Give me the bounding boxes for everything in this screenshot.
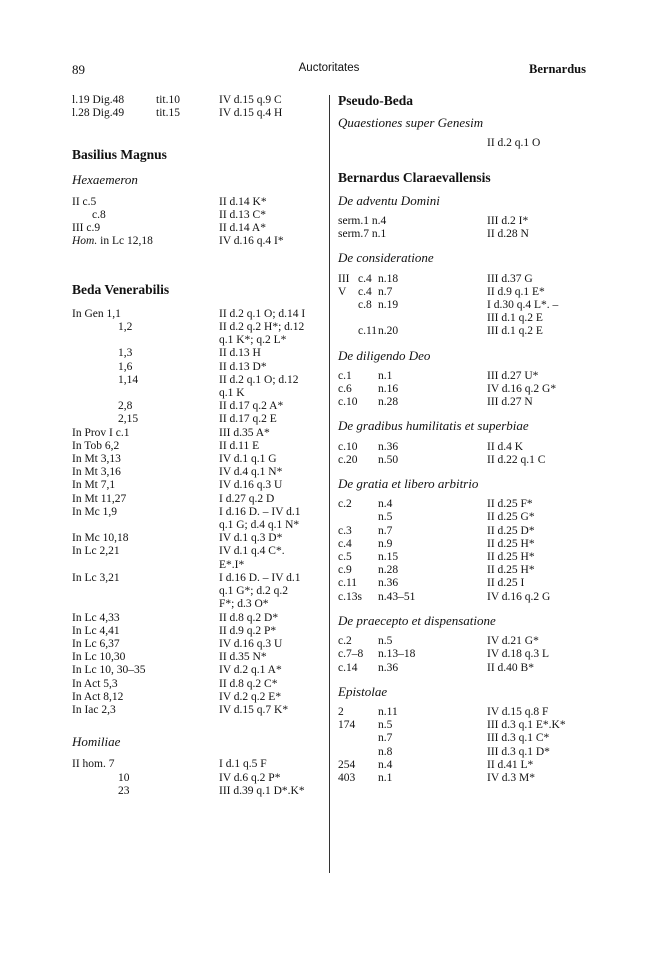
- index-entry: [338, 564, 588, 577]
- locus: 254: [338, 758, 356, 771]
- sentence-reference: II d.22 q.1 C: [487, 453, 546, 466]
- locus: c.20: [338, 453, 358, 466]
- locus: In Tob 6,2: [72, 439, 120, 452]
- spacer: [72, 186, 322, 196]
- index-entry: [72, 222, 322, 235]
- running-title-center: Auctoritates: [298, 62, 360, 74]
- locus: c.11: [338, 577, 358, 590]
- sentence-reference: II d.2 q.1 O; d.12: [219, 373, 299, 386]
- sub-locus: n.11: [378, 705, 398, 718]
- sub-locus: n.16: [378, 383, 399, 396]
- sub-locus: 10: [118, 771, 130, 784]
- locus: c.10: [338, 440, 358, 453]
- sentence-reference: IV d.15 q.4 H: [219, 107, 283, 120]
- locus: In Lc 4,33: [72, 611, 120, 624]
- sentence-reference: I d.27 q.2 D: [219, 492, 275, 505]
- sentence-reference: III d.39 q.1 D*.K*: [219, 784, 305, 797]
- sentence-reference: IV d.16 q.2 G: [487, 590, 551, 603]
- sub-locus: n.36: [378, 577, 399, 590]
- index-entry: [338, 299, 588, 312]
- index-entry: [72, 493, 322, 506]
- column-divider: [329, 95, 330, 873]
- index-entry: [338, 273, 588, 286]
- sentence-reference: II d.28 N: [487, 228, 529, 241]
- sub-locus: 23: [118, 784, 130, 797]
- index-entry: [338, 706, 588, 719]
- sentence-reference: IV d.16 q.4 I*: [219, 235, 284, 248]
- index-entry: [72, 94, 322, 107]
- sentence-reference: II d.41 L*: [487, 758, 534, 771]
- index-entry: [338, 525, 588, 538]
- sentence-reference: IV d.18 q.3 L: [487, 648, 550, 661]
- locus: In Mt 11,27: [72, 492, 127, 505]
- spacer: [338, 207, 588, 215]
- sentence-reference: II d.11 E: [219, 439, 260, 452]
- index-entry: [72, 678, 322, 691]
- index-entry: [72, 334, 322, 347]
- locus: l.28 Dig.49: [72, 107, 125, 120]
- index-entry: [72, 532, 322, 545]
- sentence-reference: III d.1 q.2 E: [487, 325, 543, 338]
- locus: c.3: [338, 524, 352, 537]
- locus: II hom. 7: [72, 758, 115, 771]
- sentence-reference: II d.2 q.1 O; d.14 I: [219, 307, 306, 320]
- locus: In Act 5,3: [72, 677, 118, 690]
- work-heading: De gradibus humilitatis et superbiae: [338, 418, 529, 434]
- sentence-reference: II d.13 H: [219, 347, 261, 360]
- locus: In Gen 1,1: [72, 307, 121, 320]
- sentence-reference: III d.3 q.1 C*: [487, 732, 550, 745]
- index-entry: [338, 137, 588, 150]
- sentence-reference: II d.13 D*: [219, 360, 267, 373]
- locus: III: [338, 272, 350, 285]
- sub-locus: n.7: [378, 524, 393, 537]
- locus: In Lc 2,21: [72, 545, 120, 558]
- sentence-reference: IV d.2 q.1 A*: [219, 664, 282, 677]
- index-entry: [338, 312, 588, 325]
- index-entry: [72, 559, 322, 572]
- spacer: [338, 698, 588, 706]
- locus: In Prov I c.1: [72, 426, 130, 439]
- index-entry: [72, 347, 322, 360]
- sub-locus: 2,8: [118, 400, 133, 413]
- sub-locus: 1,3: [118, 347, 133, 360]
- sub-locus: n.19: [378, 299, 399, 312]
- spacer: [338, 627, 588, 635]
- sentence-reference: IV d.1 q.1 G: [219, 453, 277, 466]
- sub-locus: n.5: [378, 511, 393, 524]
- index-entry: [72, 585, 322, 598]
- index-entry: [338, 498, 588, 511]
- locus: c.8: [92, 209, 106, 222]
- sub-locus: n.7: [378, 732, 393, 745]
- index-entry: [338, 591, 588, 604]
- locus: c.6: [338, 383, 352, 396]
- index-entry: [72, 664, 322, 677]
- sentence-reference: IV d.1 q.4 C*.: [219, 545, 285, 558]
- index-entry: [72, 466, 322, 479]
- sentence-reference: IV d.15 q.8 F: [487, 705, 549, 718]
- index-entry: [338, 511, 588, 524]
- sentence-reference: IV d.4 q.1 N*: [219, 466, 283, 479]
- locus: c.5: [338, 551, 352, 564]
- index-entry: [72, 638, 322, 651]
- chapter: c.4: [358, 272, 372, 285]
- index-entry: [338, 325, 588, 338]
- chapter: c.11: [358, 325, 378, 338]
- chapter: c.8: [358, 299, 372, 312]
- right-column: [338, 94, 588, 785]
- sentence-reference: II d.25 G*: [487, 511, 535, 524]
- sub-locus: n.9: [378, 537, 393, 550]
- sentence-reference: II d.4 K: [487, 440, 524, 453]
- sentence-reference: II d.25 F*: [487, 498, 533, 511]
- index-entry: [338, 383, 588, 396]
- sentence-reference: IV d.15 q.7 K*: [219, 703, 289, 716]
- work-heading: De gratia et libero arbitrio: [338, 476, 479, 492]
- spacer: [72, 162, 322, 173]
- locus: c.1: [338, 369, 352, 382]
- index-entry: [72, 479, 322, 492]
- work-heading: De adventu Domini: [338, 192, 440, 208]
- sentence-reference: IV d.1 q.3 D*: [219, 532, 283, 545]
- sentence-reference: IV d.16 q.2 G*: [487, 383, 557, 396]
- index-entry: [338, 648, 588, 661]
- sentence-reference: III d.27 U*: [487, 369, 539, 382]
- index-entry: [72, 235, 322, 248]
- locus: In Lc 4,41: [72, 624, 120, 637]
- index-entry: [72, 691, 322, 704]
- index-entry: [72, 440, 322, 453]
- sub-locus: tit.15: [156, 107, 180, 120]
- index-entry: [338, 662, 588, 675]
- spacer: [72, 249, 322, 283]
- chapter: c.4: [358, 285, 372, 298]
- sentence-reference: IV d.2 q.2 E*: [219, 690, 282, 703]
- index-entry: [338, 772, 588, 785]
- spacer: [338, 362, 588, 370]
- sub-locus: n.1: [378, 369, 393, 382]
- index-entry: [72, 453, 322, 466]
- sub-locus: n.20: [378, 325, 399, 338]
- sentence-reference: II d.40 B*: [487, 661, 534, 674]
- sub-locus: n.28: [378, 396, 399, 409]
- index-entry: [72, 625, 322, 638]
- sentence-reference: II d.9 q.1 E*: [487, 285, 545, 298]
- index-entry: [338, 759, 588, 772]
- sub-locus: n.4: [378, 498, 393, 511]
- index-entry: [72, 321, 322, 334]
- left-column: [72, 94, 322, 798]
- sentence-reference: II d.13 C*: [219, 209, 266, 222]
- sub-locus: n.5: [378, 719, 393, 732]
- locus: serm.7 n.1: [338, 228, 387, 241]
- spacer: [72, 296, 322, 308]
- sentence-reference: IV d.16 q.3 U: [219, 479, 283, 492]
- sentence-reference: II d.9 q.2 P*: [219, 624, 277, 637]
- sentence-reference: I d.30 q.4 L*. –: [487, 299, 559, 312]
- locus: V: [338, 285, 347, 298]
- sentence-reference: II d.25 H*: [487, 537, 535, 550]
- sentence-reference: II d.25 D*: [487, 524, 535, 537]
- index-entry: [72, 427, 322, 440]
- author-heading: Beda Venerabilis: [72, 281, 170, 297]
- locus: c.9: [338, 564, 352, 577]
- locus: In Iac 2,3: [72, 703, 116, 716]
- index-entry: [72, 704, 322, 717]
- sub-locus: 2,15: [118, 413, 139, 426]
- index-entry: [72, 612, 322, 625]
- index-entry: [72, 758, 322, 771]
- sub-locus: n.18: [378, 272, 399, 285]
- sub-locus: n.13–18: [378, 648, 416, 661]
- sentence-reference: II d.14 A*: [219, 222, 266, 235]
- sub-locus: n.4: [378, 758, 393, 771]
- spacer: [338, 490, 588, 498]
- sentence-reference: II d.17 q.2 E: [219, 413, 277, 426]
- sentence-reference: II d.2 q.1 O: [487, 137, 541, 150]
- index-entry: [72, 308, 322, 321]
- sentence-reference: IV d.3 M*: [487, 771, 536, 784]
- author-heading: Basilius Magnus: [72, 147, 167, 163]
- index-entry: [338, 732, 588, 745]
- sentence-reference: III d.35 A*: [219, 426, 270, 439]
- sub-locus: n.36: [378, 440, 399, 453]
- locus: In Mt 3,13: [72, 453, 121, 466]
- spacer: [338, 433, 588, 441]
- author-heading: Pseudo-Beda: [338, 93, 414, 108]
- locus: In Lc 6,37: [72, 637, 120, 650]
- sentence-reference: III d.3 q.1 D*: [487, 745, 550, 758]
- locus: 403: [338, 771, 356, 784]
- sentence-reference: III d.37 G: [487, 272, 533, 285]
- index-entry: [72, 572, 322, 585]
- sentence-reference: IV d.6 q.2 P*: [219, 771, 281, 784]
- sub-locus: 1,14: [118, 373, 139, 386]
- sentence-reference: q.1 G; d.4 q.1 N*: [219, 519, 300, 532]
- sentence-reference: I d.16 D. – IV d.1: [219, 505, 301, 518]
- sentence-reference: II d.2 q.2 H*; d.12: [219, 321, 305, 334]
- locus: In Mt 3,16: [72, 466, 121, 479]
- sentence-reference: q.1 G*; d.2 q.2: [219, 585, 288, 598]
- index-entry: [72, 374, 322, 387]
- index-entry: [72, 772, 322, 785]
- sentence-reference: II d.25 I: [487, 577, 525, 590]
- index-entry: [72, 361, 322, 374]
- spacer: [338, 151, 588, 171]
- index-entry: [338, 719, 588, 732]
- index-entry: [72, 785, 322, 798]
- sub-locus: n.15: [378, 551, 399, 564]
- locus: c.10: [338, 396, 358, 409]
- work-heading: De praecepto et dispensatione: [338, 612, 496, 628]
- sub-locus: n.8: [378, 745, 393, 758]
- sentence-reference: II d.8 q.2 D*: [219, 611, 279, 624]
- sentence-reference: I d.1 q.5 F: [219, 758, 267, 771]
- locus: In Mc 10,18: [72, 532, 129, 545]
- index-entry: [338, 396, 588, 409]
- locus: 2: [338, 705, 344, 718]
- sentence-reference: III d.3 q.1 E*.K*: [487, 719, 566, 732]
- index-entry: [72, 387, 322, 400]
- index-entry: [338, 577, 588, 590]
- locus: c.2: [338, 635, 352, 648]
- locus: In Mt 7,1: [72, 479, 116, 492]
- sub-locus: n.5: [378, 635, 393, 648]
- sentence-reference: F*; d.3 O*: [219, 598, 269, 611]
- locus: In Mc 1,9: [72, 505, 118, 518]
- locus-abbrev: Hom.: [72, 235, 98, 248]
- sub-locus: tit.10: [156, 94, 180, 106]
- sentence-reference: III d.1 q.2 E: [487, 312, 543, 325]
- index-entry: [72, 545, 322, 558]
- sentence-reference: IV d.15 q.9 C: [219, 94, 282, 106]
- index-entry: [338, 228, 588, 241]
- sub-locus: n.50: [378, 453, 399, 466]
- index-entry: [72, 506, 322, 519]
- sub-locus: 1,2: [118, 321, 133, 334]
- index-entry: [72, 651, 322, 664]
- locus: c.2: [338, 498, 352, 511]
- spacer: [72, 120, 322, 148]
- running-title-right: Bernardus: [529, 62, 586, 76]
- index-entry: [72, 598, 322, 611]
- sentence-reference: III d.27 N: [487, 396, 533, 409]
- sentence-reference: II d.35 N*: [219, 651, 267, 664]
- work-heading: Epistolae: [338, 683, 388, 699]
- index-entry: [72, 209, 322, 222]
- sentence-reference: II d.25 H*: [487, 564, 535, 577]
- index-entry: [338, 746, 588, 759]
- locus: l.19 Dig.48: [72, 94, 125, 106]
- locus: In Act 8,12: [72, 690, 124, 703]
- index-entry: [338, 538, 588, 551]
- index-entry: [72, 400, 322, 413]
- locus: c.13s: [338, 590, 362, 603]
- index-entry: [72, 196, 322, 209]
- locus: Hom. in Lc 12,18: [72, 235, 153, 248]
- author-heading: Bernardus Claraevallensis: [338, 169, 491, 185]
- locus: 174: [338, 719, 356, 732]
- locus: In Lc 3,21: [72, 571, 120, 584]
- spacer: [72, 748, 322, 758]
- index-entry: [338, 454, 588, 467]
- work-heading: Quaestiones super Genesim: [338, 115, 484, 131]
- sentence-reference: q.1 K: [219, 387, 245, 400]
- spacer: [72, 717, 322, 735]
- sub-locus: 1,6: [118, 360, 133, 373]
- index-entry: [338, 370, 588, 383]
- work-heading: Hexaemeron: [72, 171, 138, 187]
- index-entry: [338, 441, 588, 454]
- sub-locus: n.1: [378, 771, 393, 784]
- sentence-reference: E*.I*: [219, 558, 245, 571]
- sentence-reference: II d.25 H*: [487, 551, 535, 564]
- index-entry: [72, 519, 322, 532]
- work-heading: Homiliae: [72, 734, 121, 750]
- locus: II c.5: [72, 195, 97, 208]
- index-entry: [72, 107, 322, 120]
- locus: III c.9: [72, 222, 101, 235]
- page-number: 89: [72, 62, 85, 77]
- locus: c.14: [338, 661, 358, 674]
- index-entry: [72, 413, 322, 426]
- sentence-reference: II d.8 q.2 C*: [219, 677, 278, 690]
- locus: c.4: [338, 537, 352, 550]
- sentence-reference: IV d.21 G*: [487, 635, 539, 648]
- sentence-reference: IV d.16 q.3 U: [219, 637, 283, 650]
- spacer: [338, 265, 588, 273]
- locus: In Lc 10, 30–35: [72, 664, 146, 677]
- index-entry: [338, 286, 588, 299]
- sentence-reference: II d.17 q.2 A*: [219, 400, 284, 413]
- sub-locus: n.43–51: [378, 590, 416, 603]
- spacer: [338, 129, 588, 137]
- sentence-reference: q.1 K*; q.2 L*: [219, 334, 287, 347]
- index-entry: [338, 215, 588, 228]
- sub-locus: n.28: [378, 564, 399, 577]
- sentence-reference: III d.2 I*: [487, 215, 529, 228]
- locus: c.7–8: [338, 648, 364, 661]
- sentence-reference: I d.16 D. – IV d.1: [219, 571, 301, 584]
- work-heading: De diligendo Deo: [338, 347, 431, 363]
- sub-locus: n.36: [378, 661, 399, 674]
- running-header: [72, 62, 586, 78]
- locus: In Lc 10,30: [72, 651, 126, 664]
- locus: serm.1 n.4: [338, 215, 387, 228]
- sentence-reference: II d.14 K*: [219, 195, 267, 208]
- index-entry: [338, 551, 588, 564]
- index-entry: [338, 635, 588, 648]
- sub-locus: n.7: [378, 285, 393, 298]
- work-heading: De consideratione: [338, 250, 434, 266]
